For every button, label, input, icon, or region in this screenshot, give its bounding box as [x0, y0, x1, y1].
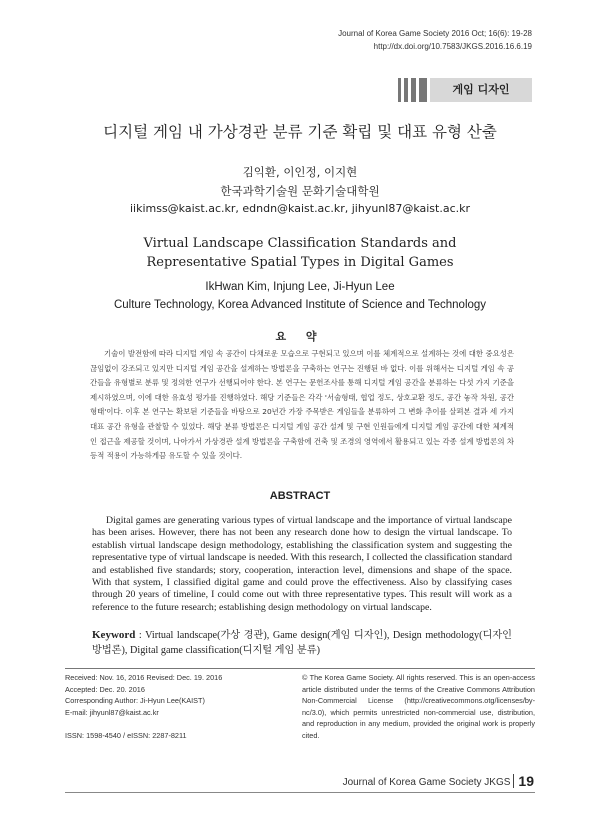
- abstract-english-heading: ABSTRACT: [269, 490, 331, 502]
- title-english: [0, 234, 600, 272]
- affiliation-english: Culture Technology, Korea Advanced Institute of Science and Technology: [113, 299, 487, 311]
- meta-divider: [65, 668, 535, 669]
- keyword-label: Keyword: [92, 629, 136, 641]
- category-label: 게임 디자인: [430, 78, 532, 102]
- title-english-line2: Representative Spatial Types in Digital Games: [146, 255, 454, 270]
- title-english-line1: Virtual Landscape Classification Standards and: [143, 236, 457, 251]
- authors-english: IkHwan Kim, Injung Lee, Ji-Hyun Lee: [205, 281, 395, 293]
- accepted-date: Accepted: Dec. 20. 2016: [65, 684, 145, 694]
- corresponding-author: Corresponding Author: Ji-Hyun Lee(KAIST): [65, 696, 205, 706]
- page-footer: [343, 773, 534, 789]
- article-meta: [65, 672, 290, 742]
- affiliation-korean: 한국과학기술원 문화기술대학원: [220, 184, 380, 198]
- category-stripes: [398, 78, 430, 102]
- footer-rule: [65, 792, 535, 793]
- abstract-korean-body: 기술이 발전함에 따라 디지털 게임 속 공간이 다채로운 모습으로 구현되고 있으며 이를 체계적으로 설계하는 것에 대한 중요성은 끊임없이 강조되고 있지만 디지털 게임 공간을 설계하는 방법론을 구축하는 연구는 진행된 바 없다. 이를 위해서는 디지털 게임 속 공간들을 유형별로 분류 및 정의한 연구가 선행되어야 한다. 본 연구는 문헌조사를 통해 디지털 게임 공간을 분류하는 다섯 가지 기준을 제시하였으며, 이에 대한 유효성 평가를 진행하였다. 해당 기준들은 각각 '서술형태, 협업 정도, 상호교환 정도, 공간 놓작 차원, 공간 형태'이다. 이후 본 연구는 확보된 기준들을 바탕으로 20년간 가장 주목받은 게임들을 분류하여 그 변화 추이를 살펴본 결과 세 가지 대표 공간 유형을 관찰할 수 있었다. 해당 분류 방법론은 디지털 게임 공간 설계 및 구현 인원들에게 디지털 게임 공간에 대한 체계적인 접근을 제공할 것이며, 나아가서 가상경관 설계 방법론을 구축함에 건축 및 조경의 영역에서 활용되고 있는 각종 설계 방법론의 차등적 적용이 가능하게끔 유도할 수 있을 것이다.: [90, 349, 514, 461]
- journal-info: [338, 27, 532, 53]
- keywords: [92, 628, 512, 658]
- title-korean: 디지털 게임 내 가상경관 분류 기준 확립 및 대표 유형 산출: [103, 123, 497, 141]
- abstract-korean-heading: 요 약: [275, 330, 325, 343]
- corresponding-email: E-mail: jihyunl87@kaist.ac.kr: [65, 707, 159, 717]
- abstract-english-body: Digital games are generating various types of virtual landscape and the importance of virtual landscape has been arises. However, there has not been any research done how to design the virtual landscape. To establish virtual landscape design methodology, establishing the classification system and suggesting the representative type of virtual landscape is needed. With this research, I collected the classification standard and established five standards; story, cooperation, interaction level, dimensions and shape of the space. With that system, I classified digital game and could prove the effectiveness. Also by classifying cases through 20 years of timeline, I could come out with three representative types. This result will work as a reference to the future research; establishing design methodology on virtual landscape.: [92, 515, 512, 613]
- category-banner: [398, 78, 532, 102]
- footer-journal: Journal of Korea Game Society JKGS: [342, 777, 511, 788]
- authors-korean: 김익환, 이인정, 이지현: [242, 165, 358, 179]
- author-emails: iikimss@kaist.ac.kr, edndn@kaist.ac.kr, jihyunl87@kaist.ac.kr: [129, 202, 471, 215]
- issn: ISSN: 1598-4540 / eISSN: 2287-8211: [65, 730, 187, 740]
- keyword-list: : Virtual landscape(가상 경관), Game design(게임 디자인), Design methodology(디자인 방법론), Digital game classification(디지털 게임 분류): [92, 630, 512, 656]
- page-number: 19: [518, 773, 534, 789]
- license-notice: © The Korea Game Society. All rights reserved. This is an open-access article distributed under the terms of the Creative Commons Attribution Non-Commercial License (http://creativecommons.otg/licenses/by-nc/3.0), which permits unrestricted non-commercial use, distribution, and reproduction in any medium, provided the original work is properly cited.: [302, 673, 535, 740]
- received-date: Received: Nov. 16, 2016 Revised: Dec. 19. 2016: [65, 673, 223, 682]
- doi-link[interactable]: http://dx.doi.org/10.7583/JKGS.2016.16.6.19: [373, 42, 532, 51]
- footer-separator: [513, 774, 514, 788]
- journal-citation: Journal of Korea Game Society 2016 Oct; 16(6): 19-28: [338, 29, 532, 38]
